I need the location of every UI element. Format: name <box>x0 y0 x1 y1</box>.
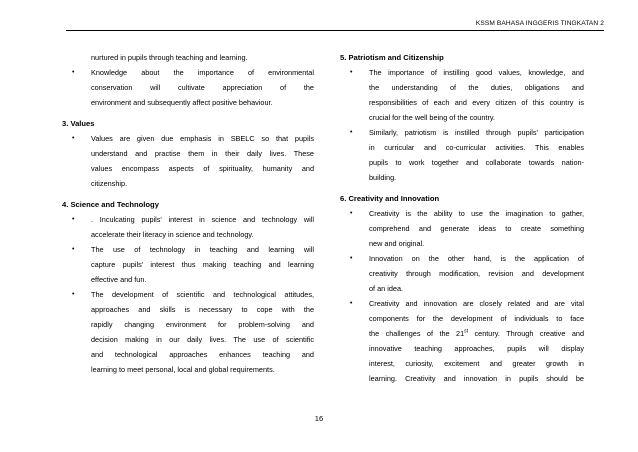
section-heading-creativity: 6. Creativity and Innovation <box>340 194 440 203</box>
text-line: effective and fun. <box>91 275 147 284</box>
bullet-icon: • <box>72 135 75 142</box>
page-number: 16 <box>314 414 324 423</box>
text-line: Knowledge about the importance of environmental <box>91 68 314 77</box>
text-line: responsibilities of each and every citizen of this country is <box>369 98 584 107</box>
text-line: Values are given due emphasis in SBELC so that pupils <box>91 134 314 143</box>
bullet-icon: • <box>350 255 353 262</box>
text-line: creativity through modification, revision and development <box>369 269 584 278</box>
text-line: learning to meet personal, local and global requirements. <box>91 365 275 374</box>
text-line: of an idea. <box>369 284 404 293</box>
bullet-icon: • <box>350 69 353 76</box>
text-line: understand and practise them in their daily lives. These <box>91 149 314 158</box>
bullet-icon: • <box>72 69 75 76</box>
text-line: capture pupils' interest thus making teaching and learning <box>91 260 314 269</box>
right-column <box>340 50 584 386</box>
text-line: citizenship. <box>91 179 128 188</box>
text-line: in curricular and co-curricular activities. This enables <box>369 143 584 152</box>
bullet-icon: • <box>350 210 353 217</box>
text-line: conservation will cultivate appreciation of the <box>91 83 314 92</box>
bullet-icon: • <box>72 216 75 223</box>
text-line: innovative teaching approaches, pupils will display <box>369 344 584 353</box>
text-line: Creativity is the ability to use the imagination to gather, <box>369 209 584 218</box>
bullet-icon: • <box>350 300 353 307</box>
text-line: Similarly, patriotism is instilled through pupils' participation <box>369 128 584 137</box>
text-line: crucial for the well being of the country. <box>369 113 496 122</box>
text-line: environment and subsequently affect positive behaviour. <box>91 98 273 107</box>
text-line: decision making in our daily lives. The use of scientific <box>91 335 314 344</box>
bullet-icon: • <box>72 291 75 298</box>
bullet-item-patriotism-1 <box>340 65 584 125</box>
text-line-with-superscript <box>369 326 584 341</box>
superscript-st: st <box>464 328 469 335</box>
section-heading-science: 4. Science and Technology <box>62 200 159 209</box>
continuation-line: nurtured in pupils through teaching and learning. <box>91 53 248 62</box>
text-line: values encompass aspects of spirituality, humanity and <box>91 164 314 173</box>
bullet-item-creativity-3 <box>340 296 584 386</box>
text-line: rapidly changing environment for problem-solving and <box>91 320 314 329</box>
bullet-item-knowledge <box>62 65 314 110</box>
bullet-item-values <box>62 131 314 191</box>
bullet-item-creativity-2 <box>340 251 584 296</box>
text-fragment: the challenges of the 21 <box>369 329 465 338</box>
text-line: new and original. <box>369 239 425 248</box>
text-line: Innovation on the other hand, is the application of <box>369 254 584 263</box>
text-line: accelerate their literacy in science and technology. <box>91 230 254 239</box>
text-line: The importance of instilling good values, knowledge, and <box>369 68 584 77</box>
text-fragment: century. Through creative and <box>468 329 584 338</box>
text-line: . Inculcating pupils' interest in science and technology will <box>91 215 314 224</box>
text-line: approaches and skills is necessary to cope with the <box>91 305 314 314</box>
bullet-item-patriotism-2 <box>340 125 584 185</box>
text-line: The development of scientific and technological attitudes, <box>91 290 314 299</box>
text-line: The use of technology in teaching and learning will <box>91 245 314 254</box>
text-line: components for the development of individuals to face <box>369 314 584 323</box>
bullet-icon: • <box>350 129 353 136</box>
text-line: building. <box>369 173 397 182</box>
text-line: the understanding of the duties, obligations and <box>369 83 584 92</box>
text-line: comprehend and generate ideas to create something <box>369 224 584 233</box>
text-line: interest, curiosity, excitement and greater growth in <box>369 359 584 368</box>
bullet-icon: • <box>72 246 75 253</box>
text-line: learning. Creativity and innovation in pupils should be <box>369 374 584 383</box>
text-line: pupils to work together and collaborate towards nation- <box>369 158 584 167</box>
bullet-item-science-3 <box>62 287 314 377</box>
running-header: KSSM BAHASA INGGERIS TINGKATAN 2 <box>475 20 604 27</box>
text-line: Creativity and innovation are closely related and are vital <box>369 299 584 308</box>
bullet-item-creativity-1 <box>340 206 584 251</box>
text-line: and technological approaches enhances teaching and <box>91 350 314 359</box>
section-heading-patriotism: 5. Patriotism and Citizenship <box>340 53 444 62</box>
section-heading-values: 3. Values <box>62 119 95 128</box>
left-column <box>62 50 314 377</box>
header-rule <box>66 30 604 31</box>
bullet-item-science-2 <box>62 242 314 287</box>
bullet-item-science-1 <box>62 212 314 242</box>
